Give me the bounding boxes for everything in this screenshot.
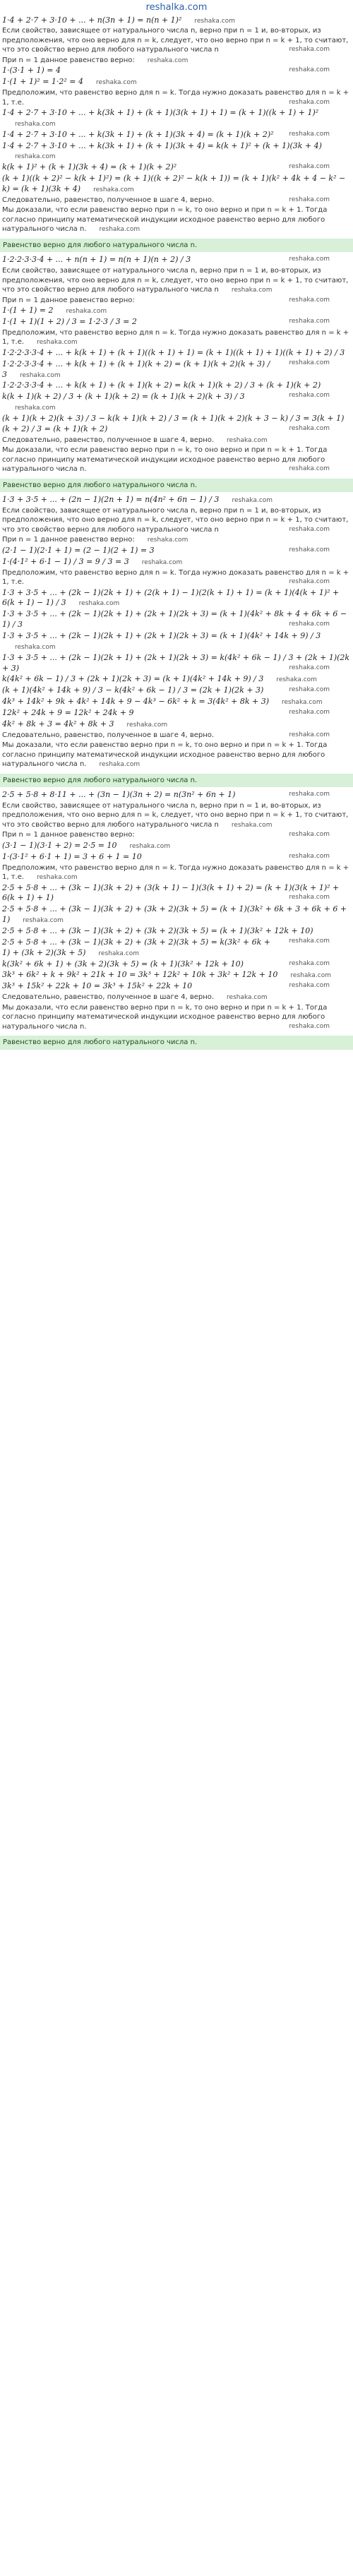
watermark-text: reshaka.com bbox=[289, 318, 330, 325]
line-text: k(3k² + 6k + 1) + (3k + 2)(3k + 5) = (k + 1)(3k² + 12k + 10) bbox=[2, 959, 244, 969]
line-text: (3·1 − 1)(3·1 + 2) = 2·5 = 10 bbox=[2, 840, 117, 850]
watermark-text: reshaka.com bbox=[289, 708, 330, 716]
math-line bbox=[2, 852, 351, 863]
watermark-text: reshaka.com bbox=[289, 196, 330, 203]
watermark-text: reshaka.com bbox=[99, 761, 140, 769]
watermark-text: reshaka.com bbox=[231, 821, 273, 829]
answer-banner: Равенство верно для любого натурального числа n. bbox=[0, 1036, 353, 1050]
math-line bbox=[2, 653, 351, 674]
line-text: Следовательно, равенство, полученное в шаге 4, верно. bbox=[2, 993, 215, 1002]
watermark-text: reshaka.com bbox=[15, 153, 56, 161]
watermark-text: reshaka.com bbox=[147, 537, 189, 544]
text-line bbox=[2, 863, 351, 882]
math-line bbox=[2, 937, 351, 959]
watermark-text: reshaka.com bbox=[126, 721, 168, 729]
watermark-text: reshaka.com bbox=[289, 791, 330, 798]
line-text: 1·4 + 2·7 + 3·10 + ... + n(3n + 1) = n(n + 1)² bbox=[2, 15, 182, 25]
math-line bbox=[2, 66, 351, 76]
watermark-text: reshaka.com bbox=[141, 558, 183, 566]
watermark-text: reshaka.com bbox=[289, 982, 330, 990]
watermark-text: reshaka.com bbox=[194, 17, 235, 25]
math-line bbox=[2, 77, 351, 88]
text-line bbox=[2, 506, 351, 535]
site-logo[interactable]: reshalka.com bbox=[145, 2, 208, 13]
line-text: 1·2·2·3·3·4 + ... + n(n + 1) = n(n + 1)(n + 2) / 3 bbox=[2, 255, 191, 265]
watermark-text: reshaka.com bbox=[20, 371, 61, 379]
math-line bbox=[2, 347, 351, 366]
line-text: Следовательно, равенство, полученное в шаге 4, верно. bbox=[2, 436, 215, 444]
line-text: 1·(3·1² + 6·1 + 1) = 3 + 6 + 1 = 10 bbox=[2, 851, 142, 861]
watermark-text: reshaka.com bbox=[93, 186, 134, 193]
watermark-text: reshaka.com bbox=[289, 1022, 330, 1030]
watermark-text: reshaka.com bbox=[227, 994, 268, 1002]
text-line bbox=[2, 266, 351, 295]
math-line bbox=[2, 631, 351, 652]
math-line bbox=[2, 306, 351, 316]
watermark-text: reshaka.com bbox=[289, 98, 330, 106]
line-text: 2·5 + 5·8 + ... + (3k − 1)(3k + 2) + (3k + 2)(3k + 5) = (k + 1)(3k² + 6k + 3 + 6k + 6 + 1) bbox=[2, 904, 347, 925]
watermark-text: reshaka.com bbox=[147, 56, 189, 64]
line-text: k(k + 1)(k + 2) / 3 + (k + 1)(k + 2) = (k + 1)(k + 2)(k + 3) / 3 bbox=[2, 392, 245, 402]
text-line bbox=[2, 26, 351, 55]
watermark-text: reshaka.com bbox=[15, 405, 56, 412]
text-line bbox=[2, 1003, 351, 1032]
watermark-text: reshaka.com bbox=[289, 163, 330, 171]
watermark-text: reshaka.com bbox=[289, 546, 330, 553]
line-text: 1·2·2·3·3·4 + ... + k(k + 1) + (k + 1)(k + 2) = k(k + 1)(k + 2) / 3 + (k + 1)(k + 2) bbox=[2, 381, 321, 390]
watermark-text: reshaka.com bbox=[282, 699, 323, 707]
watermark-text: reshaka.com bbox=[37, 874, 78, 882]
text-line bbox=[2, 568, 351, 587]
line-text: При n = 1 данное равенство верно: bbox=[2, 831, 135, 839]
watermark-text: reshaka.com bbox=[289, 46, 330, 54]
text-line bbox=[2, 445, 351, 474]
text-line bbox=[2, 801, 351, 830]
text-line bbox=[2, 993, 351, 1002]
line-text: При n = 1 данное равенство верно: bbox=[2, 536, 135, 544]
line-text: k(k + 1)² + (k + 1)(3k + 4) = (k + 1)(k + 2)² bbox=[2, 162, 177, 172]
line-text: (2·1 − 1)(2·1 + 1) = (2 − 1)(2 + 1) = 3 bbox=[2, 545, 155, 555]
math-line bbox=[2, 674, 351, 685]
math-line bbox=[2, 708, 351, 719]
line-text: Мы доказали, что если равенство верно при n = k, то оно верно и при n = k + 1. Тогда согласно принципу математической индукции исходное равенство верно для любого натурального числа n. bbox=[2, 206, 328, 234]
watermark-text: reshaka.com bbox=[66, 308, 107, 316]
answer-banner: Равенство верно для любого натурального числа n. bbox=[0, 774, 353, 788]
text-line bbox=[2, 88, 351, 107]
math-line bbox=[2, 141, 351, 162]
line-text: 1·2·2·3·3·4 + ... + k(k + 1) + (k + 1)(k + 2) = (k + 1)(k + 2)(k + 3) / 3 bbox=[2, 359, 270, 379]
math-line bbox=[2, 719, 351, 730]
text-line bbox=[2, 196, 351, 205]
line-text: 1·(1 + 1)² = 1·2² = 4 bbox=[2, 77, 84, 87]
math-line bbox=[2, 904, 351, 925]
line-text: k(4k² + 6k − 1) / 3 + (2k + 1)(2k + 3) = (k + 1)(4k² + 14k + 9) / 3 bbox=[2, 674, 264, 684]
line-text: 1·3 + 3·5 + ... + (2k − 1)(2k + 1) + (2(k + 1) − 1)(2(k + 1) + 1) = (k + 1)(4(k + 1)² + 6(k + 1) − 1) / 3 bbox=[2, 587, 340, 608]
math-line bbox=[2, 841, 351, 851]
watermark-text: reshaka.com bbox=[289, 731, 330, 738]
math-line bbox=[2, 697, 351, 707]
line-text: Если свойство, зависящее от натурального числа n, верно при n = 1 и, во-вторых, из предположения, что оно верно для n = k, следует, что оно верно при n = k + 1, то считают, что это свойство верно для любого натурального числа n bbox=[2, 506, 349, 534]
math-line bbox=[2, 790, 351, 801]
math-line bbox=[2, 959, 351, 970]
watermark-text: reshaka.com bbox=[289, 621, 330, 628]
watermark-text: reshaka.com bbox=[289, 831, 330, 839]
text-line bbox=[2, 731, 351, 741]
line-text: 2·5 + 5·8 + ... + (3k − 1)(3k + 2) + (3(k + 1) − 1)(3(k + 1) + 2) = (k + 1)(3(k + 1)² + 6(k + 1) + 1) bbox=[2, 882, 340, 903]
line-text: При n = 1 данное равенство верно: bbox=[2, 56, 135, 64]
math-line bbox=[2, 392, 351, 413]
solution-content bbox=[2, 16, 351, 1050]
line-text: (k + 1)(4k² + 14k + 9) / 3 − k(4k² + 6k − 1) / 3 = (2k + 1)(2k + 3) bbox=[2, 685, 264, 695]
math-line bbox=[2, 16, 351, 26]
watermark-text: reshaka.com bbox=[290, 972, 332, 980]
math-line bbox=[2, 174, 351, 195]
line-text: Предположим, что равенство верно для n = k. Тогда нужно доказать равенство для n = k + 1, т.е. bbox=[2, 328, 349, 347]
math-line bbox=[2, 130, 351, 140]
watermark-text: reshaka.com bbox=[37, 339, 78, 347]
watermark-text: reshaka.com bbox=[289, 525, 330, 533]
line-text: (k + 1)(k + 2)(k + 3) / 3 − k(k + 1)(k + 2) / 3 = (k + 1)(k + 2)(k + 3 − k) / 3 = 3(k + 1)(k + 2) / 3 = (k + 1)(k + 2) bbox=[2, 413, 345, 433]
watermark-text: reshaka.com bbox=[15, 643, 56, 651]
watermark-text: reshaka.com bbox=[289, 937, 330, 945]
line-text: 4k³ + 14k² + 9k + 4k² + 14k + 9 − 4k³ − 6k² + k = 3(4k² + 8k + 3) bbox=[2, 697, 269, 707]
line-text: Если свойство, зависящее от натурального числа n, верно при n = 1 и, во-вторых, из предположения, что оно верно для n = k, следует, что оно верно при n = k + 1, то считают, что это свойство верно для любого натурального числа n bbox=[2, 27, 349, 54]
text-line bbox=[2, 56, 351, 66]
line-text: 3k³ + 15k² + 22k + 10 = 3k³ + 15k² + 22k + 10 bbox=[2, 981, 193, 991]
solution-section bbox=[2, 1036, 351, 1050]
text-line bbox=[2, 535, 351, 545]
watermark-text: reshaka.com bbox=[289, 392, 330, 400]
math-line bbox=[2, 359, 351, 381]
line-text: 1·4 + 2·7 + 3·10 + ... + k(3k + 1) + (k + 1)(3k + 4) = k(k + 1)² + (k + 1)(3k + 4) bbox=[2, 140, 322, 150]
watermark-text: reshaka.com bbox=[78, 600, 120, 608]
watermark-text: reshaka.com bbox=[96, 79, 137, 87]
math-line bbox=[2, 546, 351, 556]
watermark-text: reshaka.com bbox=[289, 424, 330, 432]
line-text: Мы доказали, что если равенство верно при n = k, то оно верно и при n = k + 1. Тогда согласно принципу математической индукции исходное равенство верно для любого натурального числа n. bbox=[2, 741, 328, 769]
watermark-text: reshaka.com bbox=[289, 894, 330, 901]
watermark-text: reshaka.com bbox=[289, 296, 330, 304]
line-text: 1·4 + 2·7 + 3·10 + ... + k(3k + 1) + (k + 1)(3(k + 1) + 1) = (k + 1)((k + 1) + 1)² bbox=[2, 108, 319, 118]
line-text: Предположим, что равенство верно для n = k. Тогда нужно доказать равенство для n = k + 1, т.е. bbox=[2, 568, 349, 587]
line-text: При n = 1 данное равенство верно: bbox=[2, 296, 135, 304]
math-line bbox=[2, 414, 351, 435]
line-text: 1·(4·1² + 6·1 − 1) / 3 = 9 / 3 = 3 bbox=[2, 556, 129, 566]
solution-section bbox=[2, 479, 351, 769]
watermark-text: reshaka.com bbox=[23, 917, 64, 925]
math-line bbox=[2, 883, 351, 904]
watermark-text: reshaka.com bbox=[289, 578, 330, 586]
answer-banner: Равенство верно для любого натурального числа n. bbox=[0, 239, 353, 253]
line-text: 1·(1 + 1) = 2 bbox=[2, 306, 54, 316]
math-line bbox=[2, 685, 351, 696]
line-text: Если свойство, зависящее от натурального числа n, верно при n = 1 и, во-вторых, из предположения, что оно верно для n = k, следует, что оно верно при n = k + 1, то считают, что это свойство верно для любого натурального числа n bbox=[2, 267, 349, 294]
watermark-text: reshaka.com bbox=[98, 949, 140, 957]
solution-section bbox=[2, 239, 351, 474]
watermark-text: reshaka.com bbox=[232, 497, 273, 505]
line-text: 1·(1 + 1)(1 + 2) / 3 = 1·2·3 / 3 = 2 bbox=[2, 317, 137, 327]
line-text: 1·4 + 2·7 + 3·10 + ... + k(3k + 1) + (k + 1)(3k + 4) = (k + 1)(k + 2)² bbox=[2, 129, 274, 139]
math-line bbox=[2, 108, 351, 129]
line-text: 1·3 + 3·5 + ... + (2n − 1)(2n + 1) = n(4n² + 6n − 1) / 3 bbox=[2, 495, 220, 505]
line-text: 1·2·2·3·3·4 + ... + k(k + 1) + (k + 1)((k + 1) + 1) = (k + 1)((k + 1) + 1)((k + 1) + 2) / 3 bbox=[2, 347, 345, 357]
text-line bbox=[2, 741, 351, 769]
line-text: 3k³ + 6k² + k + 9k² + 21k + 10 = 3k³ + 12k² + 10k + 3k² + 12k + 10 bbox=[2, 970, 278, 980]
math-line bbox=[2, 317, 351, 328]
math-line bbox=[2, 255, 351, 265]
watermark-text: reshaka.com bbox=[289, 256, 330, 263]
math-line bbox=[2, 495, 351, 505]
line-text: Мы доказали, что если равенство верно при n = k, то оно верно и при n = k + 1. Тогда согласно принципу математической индукции исходное равенство верно для любого натурального числа n. bbox=[2, 1003, 328, 1031]
line-text: (k + 1)((k + 2)² − k(k + 1)²) = (k + 1)((k + 2)² − k(k + 1)) = (k + 1)(k² + 4k + 4 − k² − k) = (k + 1)(3k + 4) bbox=[2, 174, 346, 193]
line-text: 1·3 + 3·5 + ... + (2k − 1)(2k + 1) + (2k + 1)(2k + 3) = (k + 1)(4k² + 14k + 9) / 3 bbox=[2, 631, 321, 641]
line-text: Предположим, что равенство верно для n = k. Тогда нужно доказать равенство для n = k + 1, т.е. bbox=[2, 89, 349, 107]
text-line bbox=[2, 436, 351, 445]
line-text: Мы доказали, что если равенство верно при n = k, то оно верно и при n = k + 1. Тогда согласно принципу математической индукции исходное равенство верно для любого натурального числа n. bbox=[2, 446, 328, 474]
page bbox=[0, 0, 353, 1057]
text-line bbox=[2, 830, 351, 840]
line-text: 12k² + 24k + 9 = 12k² + 24k + 9 bbox=[2, 707, 134, 717]
solution-section bbox=[2, 16, 351, 234]
watermark-text: reshaka.com bbox=[289, 686, 330, 694]
watermark-text: reshaka.com bbox=[289, 359, 330, 366]
watermark-text: reshaka.com bbox=[129, 842, 171, 850]
text-line bbox=[2, 205, 351, 234]
watermark-text: reshaka.com bbox=[227, 436, 268, 444]
math-line bbox=[2, 981, 351, 992]
text-line bbox=[2, 296, 351, 306]
watermark-text: reshaka.com bbox=[289, 852, 330, 860]
watermark-text: reshaka.com bbox=[99, 226, 140, 234]
math-line bbox=[2, 588, 351, 609]
text-line bbox=[2, 328, 351, 347]
math-line bbox=[2, 970, 351, 981]
line-text: 2·5 + 5·8 + ... + (3k − 1)(3k + 2) + (3k + 2)(3k + 5) = (k + 1)(3k² + 12k + 10) bbox=[2, 926, 313, 936]
math-line bbox=[2, 557, 351, 568]
line-text: 1·3 + 3·5 + ... + (2k − 1)(2k + 1) + (2k + 1)(2k + 3) = k(4k² + 6k − 1) / 3 + (2k + 1)(2k + 3) bbox=[2, 652, 350, 673]
watermark-text: reshaka.com bbox=[289, 664, 330, 671]
watermark-text: reshaka.com bbox=[289, 130, 330, 138]
watermark-text: reshaka.com bbox=[289, 66, 330, 74]
solution-section bbox=[2, 774, 351, 1031]
line-text: 1·(3·1 + 1) = 4 bbox=[2, 66, 61, 76]
math-line bbox=[2, 162, 351, 173]
line-text: Следовательно, равенство, полученное в шаге 4, верно. bbox=[2, 731, 215, 739]
line-text: 1·3 + 3·5 + ... + (2k − 1)(2k + 1) + (2k + 1)(2k + 3) = (k + 1)(4k² + 8k + 4 + 6k + 6 − 1) / 3 bbox=[2, 609, 347, 630]
line-text: Следовательно, равенство, полученное в шаге 4, верно. bbox=[2, 196, 215, 204]
line-text: 4k² + 8k + 3 = 4k² + 8k + 3 bbox=[2, 719, 114, 729]
watermark-text: reshaka.com bbox=[231, 287, 273, 294]
line-text: 2·5 + 5·8 + 8·11 + ... + (3n − 1)(3n + 2) = n(3n² + 6n + 1) bbox=[2, 790, 236, 800]
math-line bbox=[2, 926, 351, 945]
watermark-text: reshaka.com bbox=[289, 959, 330, 967]
watermark-text: reshaka.com bbox=[276, 676, 317, 684]
math-line bbox=[2, 609, 351, 630]
watermark-text: reshaka.com bbox=[289, 465, 330, 473]
line-text: 2·5 + 5·8 + ... + (3k − 1)(3k + 2) + (3k + 2)(3k + 5) = k(3k² + 6k + 1) + (3k + 2)(3k + 5) bbox=[2, 937, 270, 957]
line-text: Предположим, что равенство верно для n = k. Тогда нужно доказать равенство для n = k + 1, т.е. bbox=[2, 863, 349, 882]
answer-banner: Равенство верно для любого натурального числа n. bbox=[0, 479, 353, 493]
watermark-text: reshaka.com bbox=[15, 120, 56, 128]
line-text: Если свойство, зависящее от натурального числа n, верно при n = 1 и, во-вторых, из предположения, что оно верно для n = k, следует, что оно верно при n = k + 1, то считают, что это свойство верно для любого натурального числа n bbox=[2, 801, 349, 829]
